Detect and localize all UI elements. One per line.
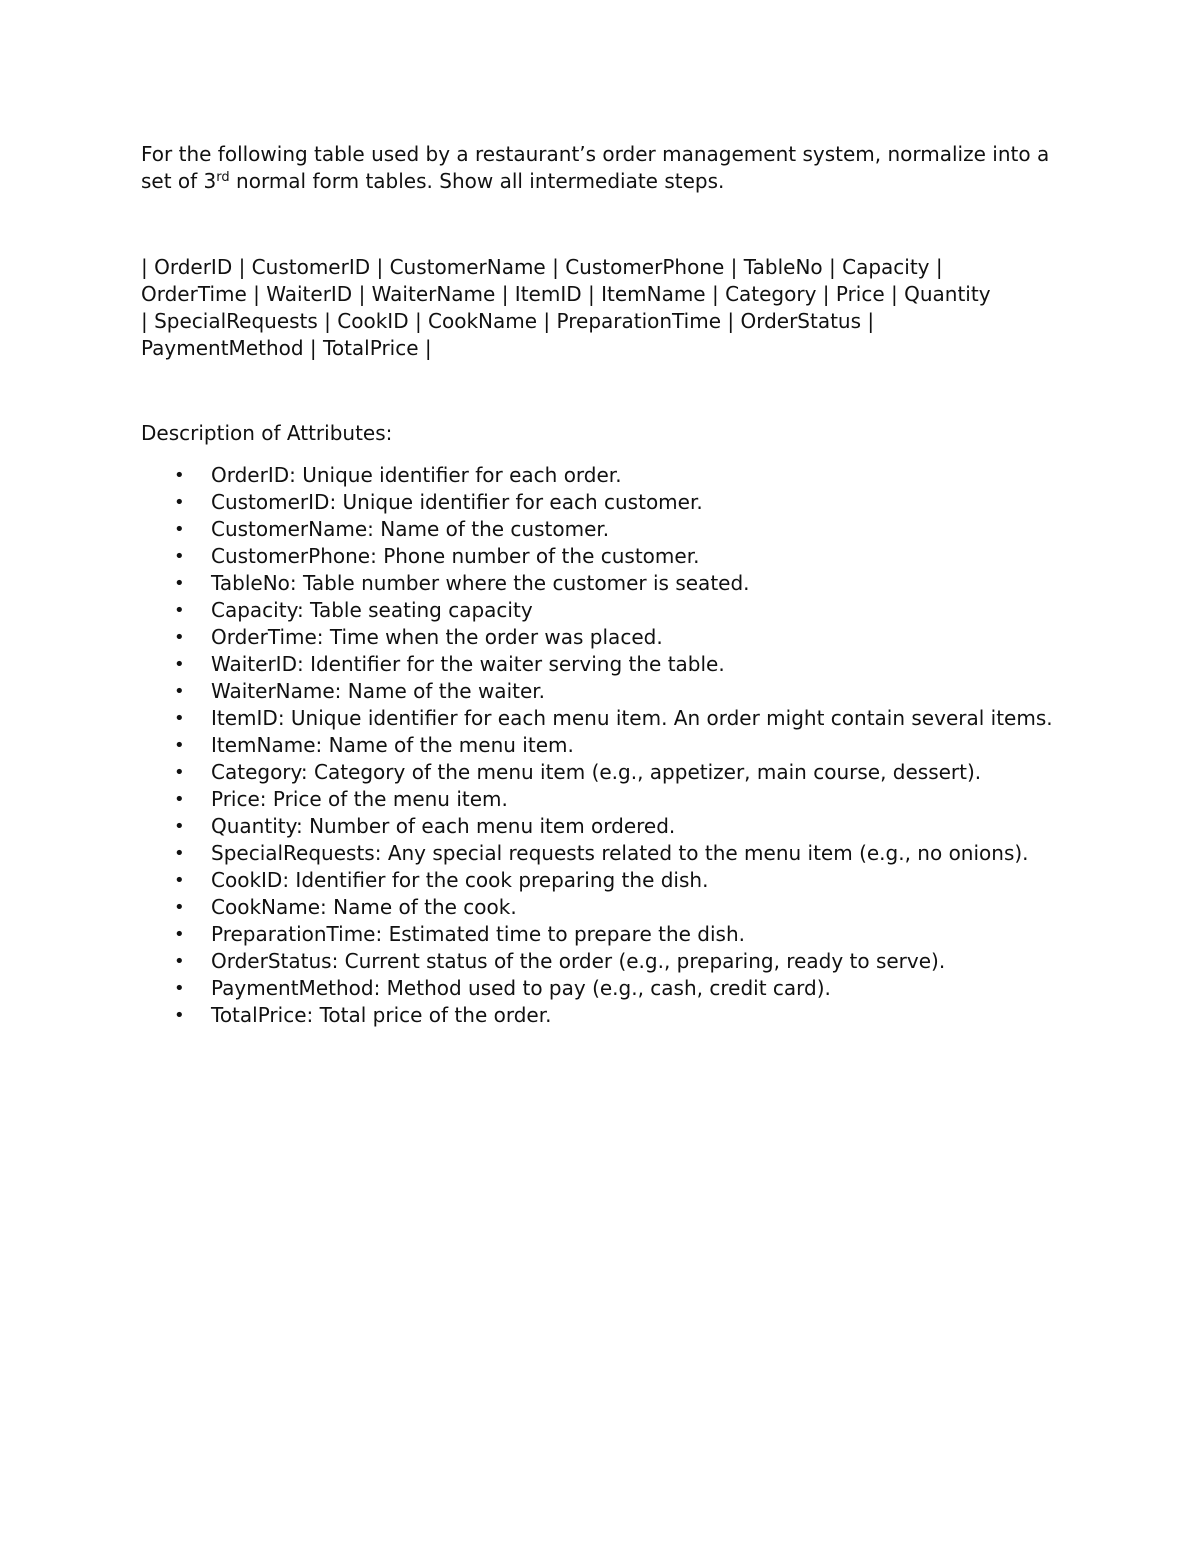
attribute-item xyxy=(141,813,1071,840)
attribute-item xyxy=(141,489,1071,516)
attribute-item xyxy=(141,597,1071,624)
schema-line: | OrderID | CustomerID | CustomerName | CustomerPhone | TableNo | Capacity | xyxy=(141,255,943,279)
attribute-text: Category: Category of the menu item (e.g., appetizer, main course, dessert). xyxy=(211,760,982,784)
bullet-icon: • xyxy=(174,546,185,567)
schema-line: PaymentMethod | TotalPrice | xyxy=(141,336,432,360)
bullet-icon: • xyxy=(174,573,185,594)
attribute-item xyxy=(141,678,1071,705)
attribute-item xyxy=(141,543,1071,570)
intro-text-end: normal form tables. Show all intermediate steps. xyxy=(229,169,725,193)
attribute-text: Quantity: Number of each menu item ordered. xyxy=(211,814,676,838)
bullet-icon: • xyxy=(174,924,185,945)
attribute-text: CustomerID: Unique identifier for each customer. xyxy=(211,490,703,514)
bullet-icon: • xyxy=(174,897,185,918)
attribute-item xyxy=(141,732,1071,759)
description-heading: Description of Attributes: xyxy=(141,421,393,445)
attribute-text: WaiterID: Identifier for the waiter serving the table. xyxy=(211,652,725,676)
bullet-icon: • xyxy=(174,870,185,891)
attribute-item xyxy=(141,759,1071,786)
schema-line: OrderTime | WaiterID | WaiterName | ItemID | ItemName | Category | Price | Quantity xyxy=(141,282,991,306)
attribute-item xyxy=(141,705,1071,732)
attribute-text: TotalPrice: Total price of the order. xyxy=(211,1003,552,1027)
attribute-text: CookID: Identifier for the cook preparing the dish. xyxy=(211,868,709,892)
attribute-text: OrderStatus: Current status of the order (e.g., preparing, ready to serve). xyxy=(211,949,946,973)
bullet-icon: • xyxy=(174,762,185,783)
attribute-item xyxy=(141,975,1071,1002)
bullet-icon: • xyxy=(174,978,185,999)
attribute-text: SpecialRequests: Any special requests related to the menu item (e.g., no onions). xyxy=(211,841,1029,865)
attribute-text: Capacity: Table seating capacity xyxy=(211,598,533,622)
bullet-icon: • xyxy=(174,627,185,648)
attribute-text: ItemID: Unique identifier for each menu item. An order might contain several items. xyxy=(211,706,1053,730)
attribute-item xyxy=(141,1002,1071,1029)
attribute-item xyxy=(141,570,1071,597)
bullet-icon: • xyxy=(174,600,185,621)
attribute-item xyxy=(141,867,1071,894)
ordinal-superscript: rd xyxy=(216,170,230,185)
attribute-text: TableNo: Table number where the customer is seated. xyxy=(211,571,750,595)
attribute-text: PaymentMethod: Method used to pay (e.g., cash, credit card). xyxy=(211,976,831,1000)
attribute-item xyxy=(141,840,1071,867)
intro-text: For the following table used by a restaurant’s order management system, normalize into a set of 3 xyxy=(141,142,1050,193)
table-schema xyxy=(141,254,1071,362)
intro-paragraph xyxy=(141,141,1071,195)
attribute-item xyxy=(141,786,1071,813)
bullet-icon: • xyxy=(174,951,185,972)
bullet-icon: • xyxy=(174,492,185,513)
bullet-icon: • xyxy=(174,519,185,540)
attribute-text: CustomerName: Name of the customer. xyxy=(211,517,610,541)
bullet-icon: • xyxy=(174,465,185,486)
attribute-item xyxy=(141,624,1071,651)
attribute-text: Price: Price of the menu item. xyxy=(211,787,508,811)
attribute-text: PreparationTime: Estimated time to prepare the dish. xyxy=(211,922,746,946)
attribute-text: WaiterName: Name of the waiter. xyxy=(211,679,546,703)
attribute-list xyxy=(141,462,1071,1029)
attribute-text: OrderID: Unique identifier for each order. xyxy=(211,463,622,487)
attribute-text: OrderTime: Time when the order was placed. xyxy=(211,625,663,649)
bullet-icon: • xyxy=(174,789,185,810)
attribute-item xyxy=(141,651,1071,678)
bullet-icon: • xyxy=(174,708,185,729)
attribute-item xyxy=(141,516,1071,543)
attribute-text: ItemName: Name of the menu item. xyxy=(211,733,574,757)
bullet-icon: • xyxy=(174,1005,185,1026)
bullet-icon: • xyxy=(174,816,185,837)
attribute-text: CookName: Name of the cook. xyxy=(211,895,517,919)
attribute-item xyxy=(141,462,1071,489)
attribute-item xyxy=(141,894,1071,921)
bullet-icon: • xyxy=(174,681,185,702)
bullet-icon: • xyxy=(174,735,185,756)
attribute-item xyxy=(141,948,1071,975)
bullet-icon: • xyxy=(174,654,185,675)
schema-line: | SpecialRequests | CookID | CookName | PreparationTime | OrderStatus | xyxy=(141,309,875,333)
attribute-item xyxy=(141,921,1071,948)
bullet-icon: • xyxy=(174,843,185,864)
attribute-text: CustomerPhone: Phone number of the customer. xyxy=(211,544,700,568)
